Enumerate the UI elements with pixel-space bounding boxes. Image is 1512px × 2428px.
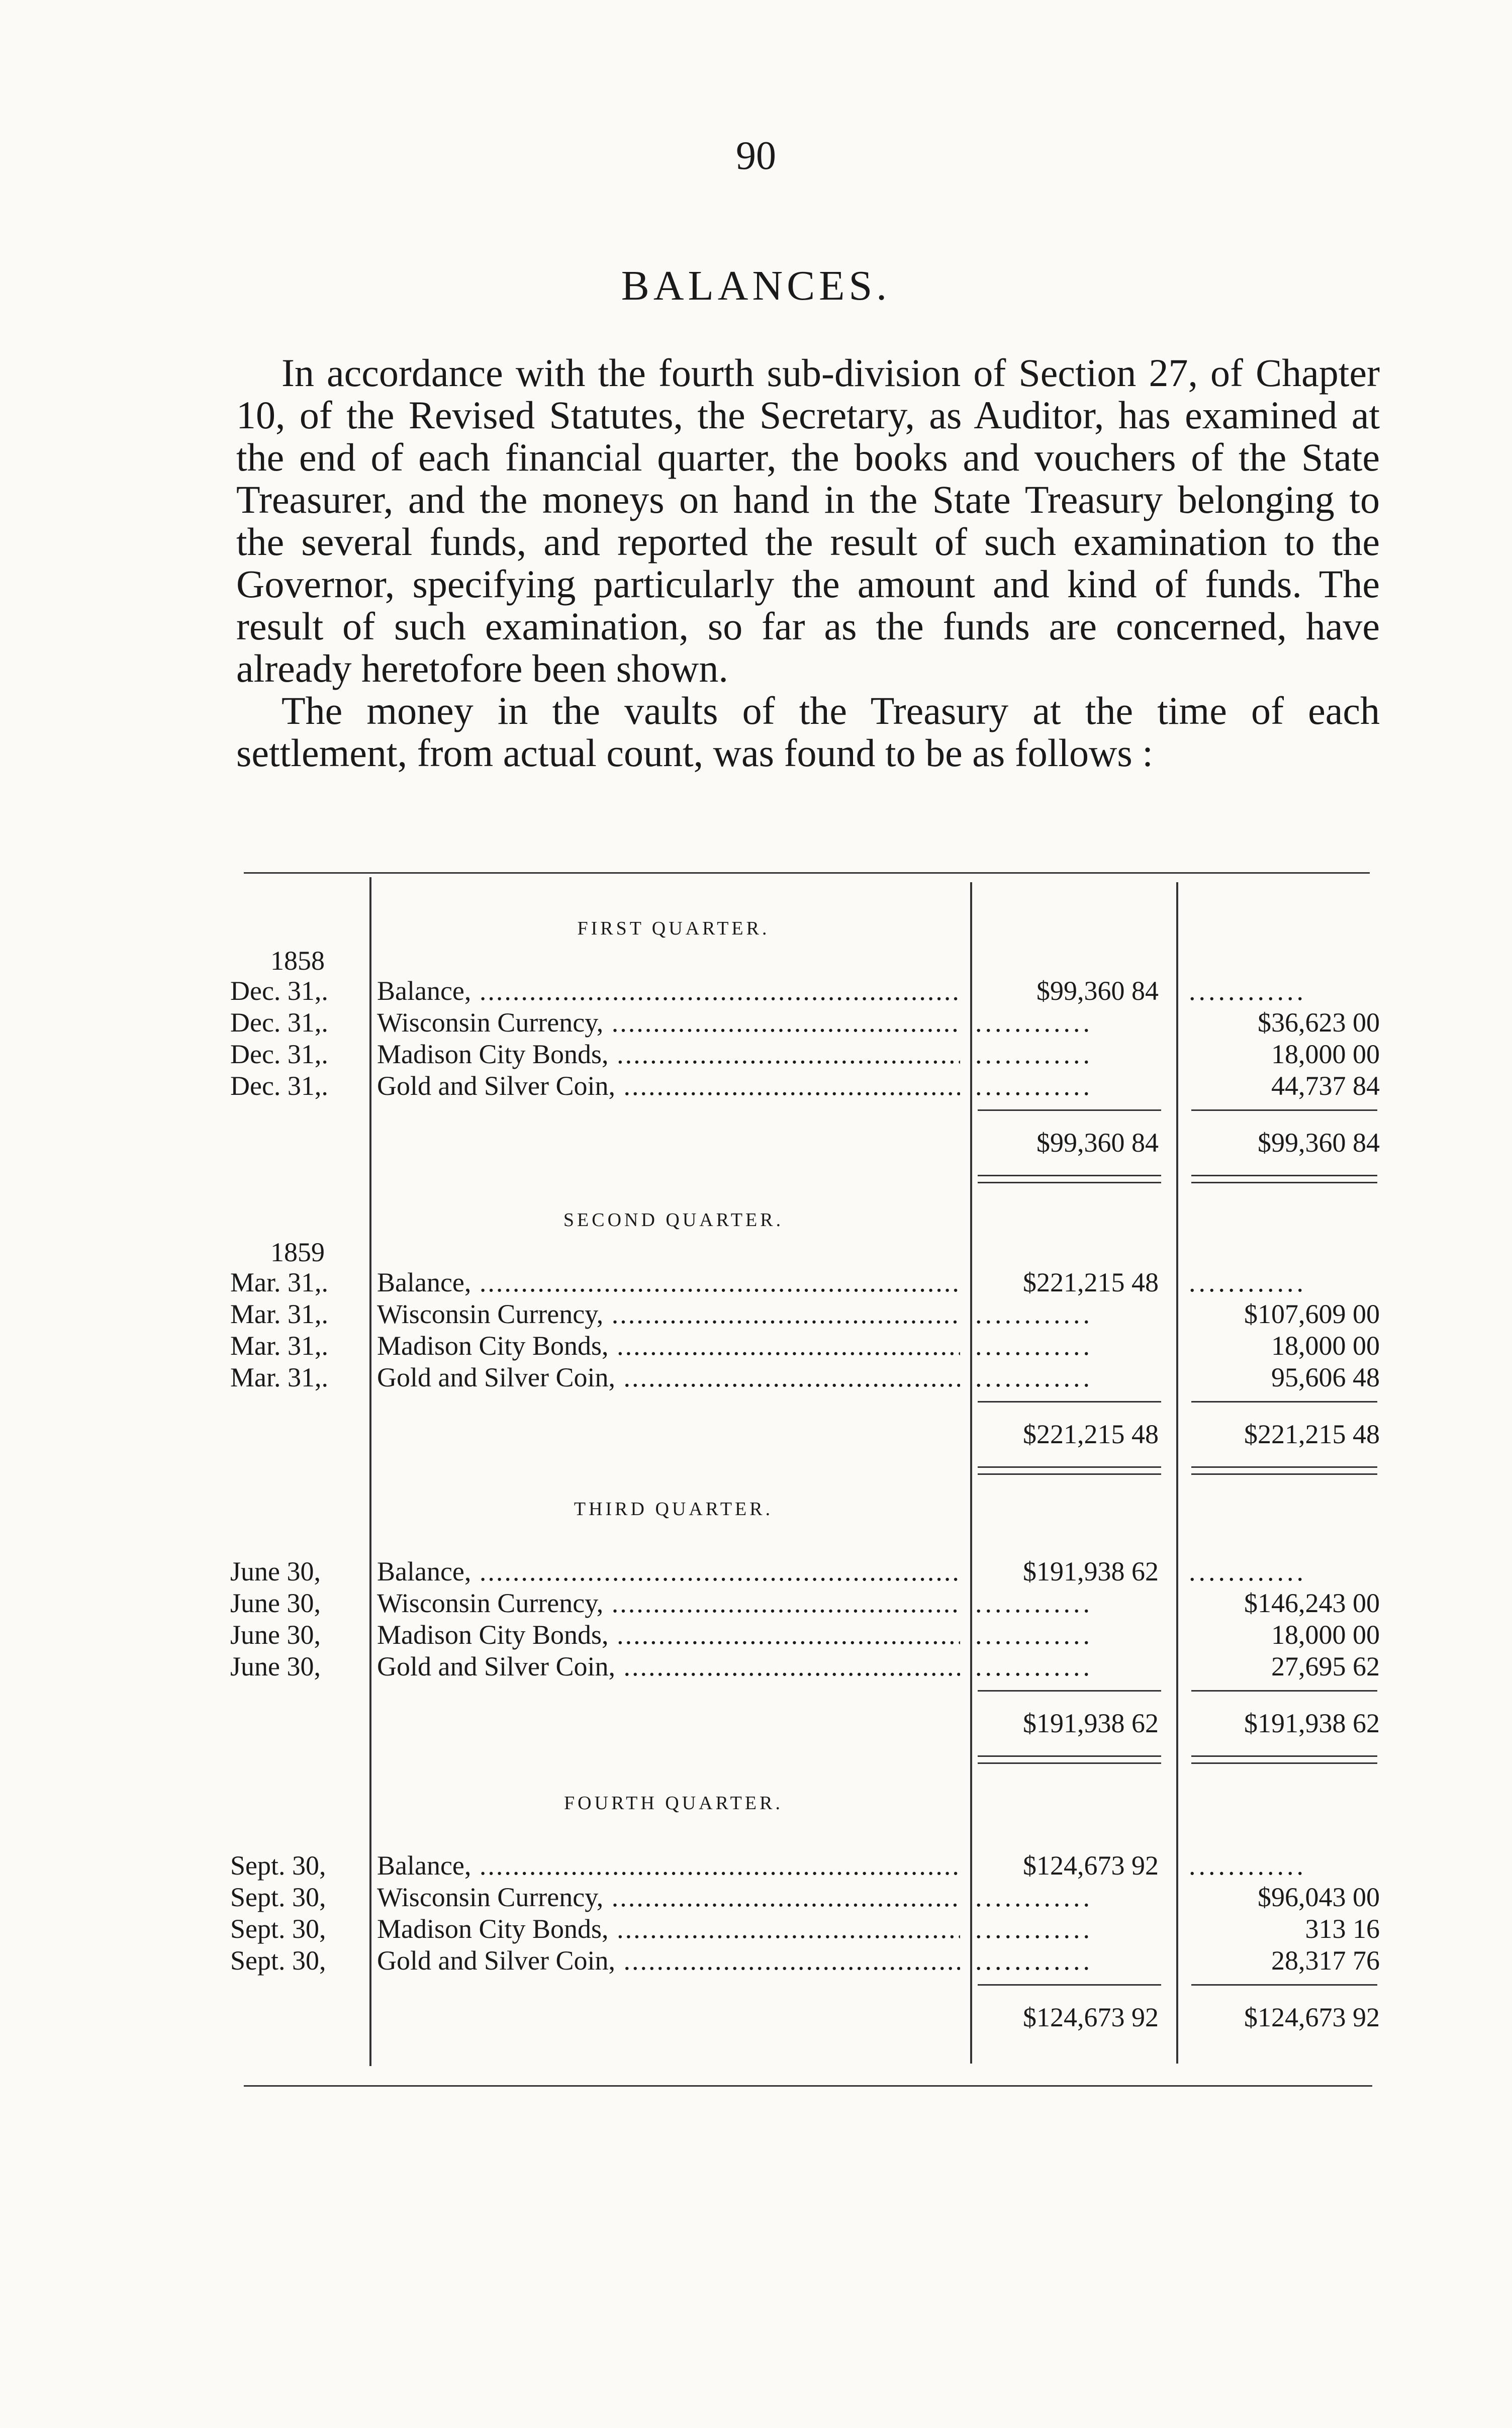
entry-date: Mar. 31,. [230,1267,328,1297]
entry-date: Mar. 31,. [230,1299,328,1329]
subtotal-rule [1191,1984,1377,1986]
body-text [236,352,1380,774]
column-divider [970,882,972,2064]
quarter-year: 1858 [270,946,325,976]
entry-date: Dec. 31,. [230,1007,328,1038]
entry-label: Gold and Silver Coin, ..... [377,1362,960,1393]
entry-label: Wisconsin Currency, ..... [377,1007,960,1038]
entry-label: Balance, ..... [377,1267,960,1298]
page-title: BALANCES. [621,262,891,309]
leader-dots: ............ [1189,1556,1306,1586]
double-rule [1191,1473,1377,1475]
paragraph: In accordance with the fourth sub-division of Section 27, of Chapter 10, of the Revised Statutes, the Secretary, as Auditor, has examined at the end of each financial quarter, the books and vouchers of the State Treasurer, and the moneys on hand in the State Treasury belonging to the several funds, and reported the result of such examination to the Governor, specifying particularly the amount and kind of funds. The result of such examination, so far as the funds are concerned, have already heretofore been shown. [236,351,1380,690]
leader-dots: ............ [975,1039,1093,1069]
entry-debit: $99,360 84 [1036,976,1159,1006]
leader-dots: ............ [975,1071,1093,1101]
entry-label: Madison City Bonds, ..... [377,1330,960,1361]
leader-dots: ............ [975,1620,1093,1650]
entry-label: Madison City Bonds, ..... [377,1039,960,1070]
double-rule [978,1755,1161,1757]
quarter-total-debit: $99,360 84 [1036,1128,1159,1158]
entry-credit: 18,000 00 [1271,1039,1380,1069]
quarter-total-credit: $221,215 48 [1244,1419,1380,1449]
double-rule [978,1473,1161,1475]
table-top-rule [244,872,1370,874]
quarter-total-debit: $221,215 48 [1023,1419,1159,1449]
entry-date: June 30, [230,1620,321,1650]
entry-debit: $191,938 62 [1023,1556,1159,1586]
quarter-heading: SECOND QUARTER. [563,1209,784,1231]
quarter-total-credit: $99,360 84 [1258,1128,1380,1158]
entry-date: Sept. 30, [230,1914,326,1944]
subtotal-rule [1191,1690,1377,1692]
double-rule [1191,1175,1377,1176]
double-rule [1191,1762,1377,1764]
leader-dots: ............ [1189,1267,1306,1297]
entry-credit: 44,737 84 [1271,1071,1380,1101]
entry-credit: $107,609 00 [1244,1299,1380,1329]
entry-date: Mar. 31,. [230,1331,328,1361]
entry-date: Sept. 30, [230,1945,326,1976]
double-rule [978,1762,1161,1764]
double-rule [978,1182,1161,1183]
entry-date: June 30, [230,1588,321,1618]
entry-label: Wisconsin Currency, ..... [377,1298,960,1330]
entry-label: Gold and Silver Coin, ..... [377,1070,960,1101]
entry-credit: 313 16 [1305,1914,1380,1944]
entry-credit: $36,623 00 [1258,1007,1380,1038]
entry-label: Madison City Bonds, ..... [377,1619,960,1650]
quarter-total-debit: $191,938 62 [1023,1708,1159,1738]
leader-dots: ............ [975,1651,1093,1682]
leader-dots: ............ [975,1299,1093,1329]
quarter-total-credit: $191,938 62 [1244,1708,1380,1738]
entry-label: Wisconsin Currency, ..... [377,1587,960,1619]
page-number: 90 [736,134,776,178]
double-rule [978,1466,1161,1468]
subtotal-rule [1191,1109,1377,1111]
entry-date: June 30, [230,1556,321,1586]
column-divider [369,877,371,2066]
entry-credit: 27,695 62 [1271,1651,1380,1682]
subtotal-rule [1191,1401,1377,1403]
column-divider [1176,882,1178,2064]
leader-dots: ............ [975,1588,1093,1618]
double-rule [1191,1466,1377,1468]
quarter-heading: FIRST QUARTER. [577,918,770,939]
entry-credit: 28,317 76 [1271,1945,1380,1976]
subtotal-rule [978,1401,1161,1403]
double-rule [978,1175,1161,1176]
entry-date: Dec. 31,. [230,1071,328,1101]
paragraph: The money in the vaults of the Treasury at the time of each settlement, from actual count, was found to be as follows : [236,689,1380,775]
entry-credit: $146,243 00 [1244,1588,1380,1618]
quarter-year: 1859 [270,1237,325,1267]
entry-date: Sept. 30, [230,1850,326,1881]
entry-label: Gold and Silver Coin, ..... [377,1651,960,1682]
entry-date: Dec. 31,. [230,1039,328,1069]
entry-date: Mar. 31,. [230,1362,328,1392]
double-rule [1191,1755,1377,1757]
entry-credit: 95,606 48 [1271,1362,1380,1392]
leader-dots: ............ [975,1331,1093,1361]
table-bottom-rule [244,2085,1372,2087]
subtotal-rule [978,1109,1161,1111]
subtotal-rule [978,1984,1161,1986]
entry-label: Balance, ..... [377,1556,960,1587]
leader-dots: ............ [1189,976,1306,1006]
entry-date: Dec. 31,. [230,976,328,1006]
entry-label: Balance, ..... [377,975,960,1006]
entry-credit: 18,000 00 [1271,1331,1380,1361]
entry-credit: $96,043 00 [1258,1882,1380,1912]
leader-dots: ............ [975,1914,1093,1944]
entry-label: Balance, ..... [377,1850,960,1881]
entry-label: Madison City Bonds, ..... [377,1913,960,1944]
leader-dots: ............ [975,1945,1093,1976]
entry-label: Gold and Silver Coin, ..... [377,1945,960,1976]
quarter-heading: THIRD QUARTER. [574,1499,774,1520]
entry-debit: $221,215 48 [1023,1267,1159,1297]
quarter-heading: FOURTH QUARTER. [564,1793,783,1814]
leader-dots: ............ [975,1362,1093,1392]
entry-date: Sept. 30, [230,1882,326,1912]
double-rule [1191,1182,1377,1183]
entry-debit: $124,673 92 [1023,1850,1159,1881]
quarter-total-debit: $124,673 92 [1023,2002,1159,2032]
entry-date: June 30, [230,1651,321,1682]
entry-label: Wisconsin Currency, ..... [377,1882,960,1913]
leader-dots: ............ [975,1882,1093,1912]
quarter-total-credit: $124,673 92 [1244,2002,1380,2032]
entry-credit: 18,000 00 [1271,1620,1380,1650]
leader-dots: ............ [975,1007,1093,1038]
leader-dots: ............ [1189,1850,1306,1881]
subtotal-rule [978,1690,1161,1692]
